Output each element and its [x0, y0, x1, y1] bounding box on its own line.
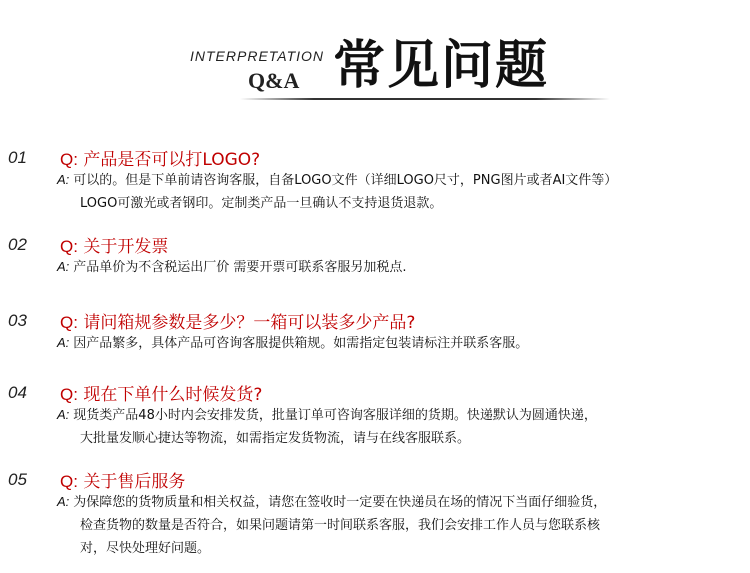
- answer-prefix: A:: [57, 172, 70, 187]
- answer-prefix: A:: [57, 259, 70, 274]
- faq-question: [60, 308, 415, 333]
- answer-line: A: 可以的。但是下单前请咨询客服，自备LOGO文件（详细LOGO尺寸，PNG图片或者AI文件等）: [57, 172, 618, 188]
- header-divider: [240, 98, 610, 100]
- faq-question: [60, 467, 185, 492]
- question-text: 关于开发票: [83, 237, 169, 257]
- faq-answer: [57, 403, 737, 450]
- faq-number: 04: [8, 383, 27, 402]
- answer-line: A: 因产品繁多，具体产品可咨询客服提供箱规。如需指定包装请标注并联系客服。: [57, 335, 529, 351]
- answer-line: LOGO可激光或者钢印。定制类产品一旦确认不支持退货退款。: [80, 196, 443, 211]
- faq-number: 02: [8, 235, 27, 254]
- faq-answer: [57, 168, 737, 215]
- page-header: [0, 0, 750, 110]
- faq-question: [60, 232, 168, 257]
- question-text: 现在下单什么时候发货?: [83, 385, 263, 405]
- answer-line: 检查货物的数量是否符合，如果问题请第一时间联系客服，我们会安排工作人员与您联系核: [80, 518, 601, 533]
- question-prefix: Q:: [60, 313, 78, 332]
- answer-line: A: 为保障您的货物质量和相关权益，请您在签收时一定要在快递员在场的情况下当面仔细验货，: [57, 494, 607, 510]
- faq-number: 05: [8, 470, 27, 489]
- faq-number: 03: [8, 311, 27, 330]
- header-subtitle: INTERPRETATION: [190, 48, 325, 64]
- header-qa: Q&A: [248, 68, 300, 93]
- page-title: 常见问题: [333, 35, 550, 96]
- question-prefix: Q:: [60, 237, 78, 256]
- answer-prefix: A:: [57, 335, 70, 350]
- question-text: 请问箱规参数是多少？一箱可以装多少产品?: [83, 313, 416, 333]
- faq-answer: [57, 490, 737, 560]
- question-text: 关于售后服务: [83, 472, 186, 492]
- question-prefix: Q:: [60, 472, 78, 491]
- answer-prefix: A:: [57, 494, 70, 509]
- faq-question: [60, 380, 262, 405]
- answer-prefix: A:: [57, 407, 70, 422]
- question-text: 产品是否可以打LOGO?: [83, 150, 261, 170]
- question-prefix: Q:: [60, 385, 78, 404]
- faq-number: 01: [8, 148, 27, 167]
- faq-answer: [57, 255, 737, 279]
- answer-line: 对，尽快处理好问题。: [80, 541, 211, 556]
- answer-line: A: 产品单价为不含税运出厂价 需要开票可联系客服另加税点.: [57, 259, 407, 275]
- answer-line: A: 现货类产品48小时内会安排发货，批量订单可咨询客服详细的货期。快递默认为圆通快递，: [57, 407, 597, 423]
- faq-answer: [57, 331, 737, 355]
- faq-question: [60, 145, 260, 170]
- answer-line: 大批量发顺心捷达等物流，如需指定发货物流，请与在线客服联系。: [80, 431, 471, 446]
- question-prefix: Q:: [60, 150, 78, 169]
